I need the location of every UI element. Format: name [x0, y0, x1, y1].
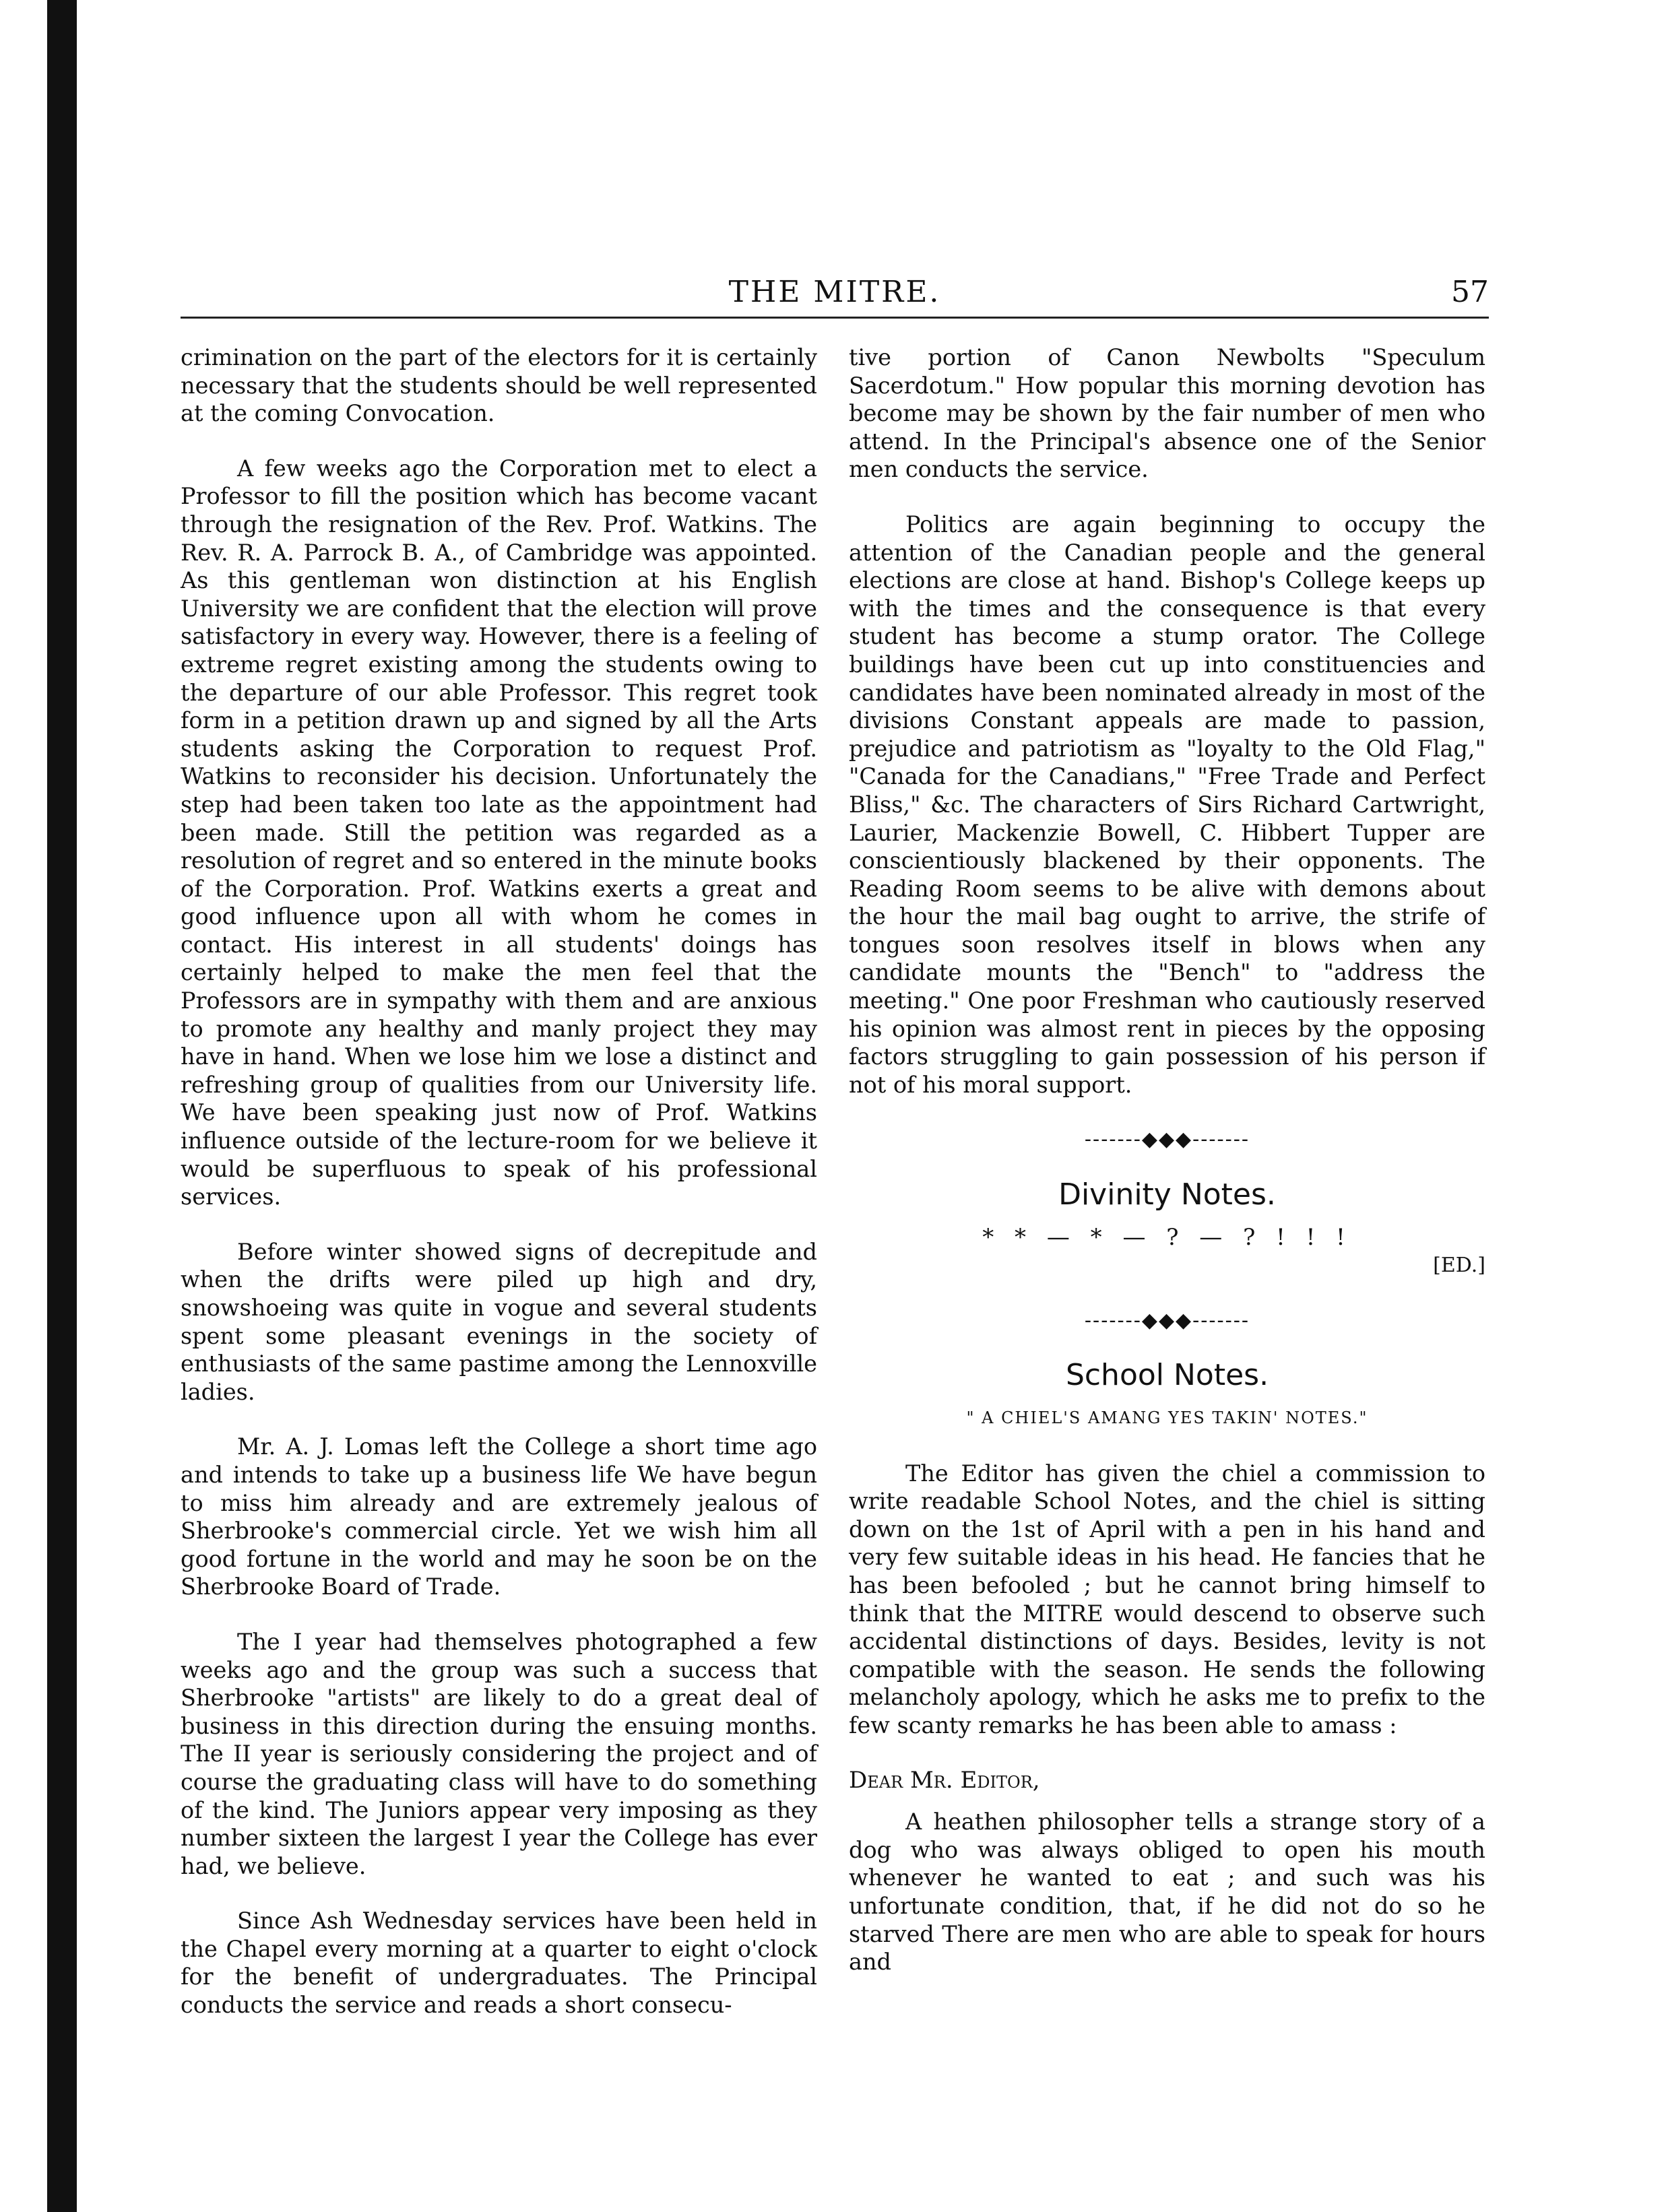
right-column: [849, 344, 1485, 2003]
paragraph: Before winter showed signs of decrepitude and when the drifts were piled up high and dry, snowshoeing was quite in vogue and several students spent some pleasant evenings in the society of enthusiasts of the same pastime among the Lennoxville ladies.: [181, 1238, 817, 1405]
paragraph: Mr. A. J. Lomas left the College a short time ago and intends to take up a business life We have begun to miss him already and are extremely jealous of Sherbrooke's commercial circle. Yet we wish him all good fortune in the world and may he soon be on the Sherbrooke Board of Trade.: [181, 1433, 817, 1600]
header-rule: [181, 317, 1489, 319]
page-header: [181, 275, 1489, 315]
paragraph: Since Ash Wednesday services have been held in the Chapel every morning at a quarter to eight o'clock for the benefit of undergraduates. The Principal conducts the service and reads a short consecu-: [181, 1908, 817, 2019]
paragraph: crimination on the part of the electors for it is certainly necessary that the students should be well represented at the coming Convocation.: [181, 344, 817, 427]
school-notes-heading: School Notes.: [1065, 1358, 1269, 1393]
editor-mark: [ED.]: [1433, 1254, 1485, 1278]
divinity-notes-text: * * — * — ? — ? ! ! !: [982, 1223, 1352, 1251]
paragraph: The Editor has given the chiel a commission to write readable School Notes, and the chiel is sitting down on the 1st of April with a pen in his hand and very few suitable ideas in his head. He fancies that he has been befooled ; but he cannot bring himself to think that the MITRE would descend to observe such accidental distinctions of days. Besides, levity is not compatible with the season. He sends the following melancholy apology, which he asks me to prefix to the few scanty remarks he has been able to amass :: [849, 1460, 1485, 1738]
paragraph: Politics are again beginning to occupy the attention of the Canadian people and the general elections are close at hand. Bishop's College keeps up with the times and the consequence is that every student has become a stump orator. The College buildings have been cut up into constituencies and candidates have been nominated already in most of the divisions Constant appeals are made to passion, prejudice and patriotism as "loyalty to the Old Flag," "Canada for the Canadians," "Free Trade and Perfect Bliss," &c. The characters of Sirs Richard Cartwright, Laurier, Mackenzie Bowell, C. Hibbert Tupper are conscientiously blackened by their opponents. The Reading Room seems to be alive with demons about the hour the mail bag ought to arrive, the strife of tongues soon resolves itself in blows when any candidate mounts the "Bench" to "address the meeting." One poor Freshman who cautiously reserved his opinion was almost rent in pieces by the opposing factors struggling to gain possession of his person if not of his moral support.: [849, 511, 1485, 1098]
running-title: THE MITRE.: [728, 275, 941, 309]
binding-edge: [47, 0, 77, 2212]
paragraph: A few weeks ago the Corporation met to elect a Professor to fill the position which has become vacant through the resignation of the Rev. Prof. Watkins. The Rev. R. A. Parrock B. A., of Cambridge was appointed. As this gentleman won distinction at his English University we are confident that the election will prove satisfactory in every way. However, there is a feeling of extreme regret existing among the students owing to the departure of our able Professor. This regret took form in a petition drawn up and signed by all the Arts students asking the Corporation to request Prof. Watkins to reconsider his decision. Unfortunately the step had been taken too late as the appointment had been made. Still the petition was regarded as a resolution of regret and so entered in the minute books of the Corporation. Prof. Watkins exerts a great and good influence upon all with whom he comes in contact. His interest in all students' doings has certainly helped to make the men feel that the Professors are in sympathy with them and are anxious to promote any healthy and manly project they may have in hand. When we lose him we lose a distinct and refreshing group of qualities from our University life. We have been speaking just now of Prof. Watkins influence outside of the lecture-room for we believe it would be superfluous to speak of his professional services.: [181, 455, 817, 1210]
section-ornament: -------◆◆◆-------: [1084, 1308, 1250, 1332]
epigraph: " A CHIEL'S AMANG YES TAKIN' NOTES.": [966, 1408, 1368, 1427]
paragraph: The I year had themselves photographed a few weeks ago and the group was such a success that Sherbrooke "artists" are likely to do a great deal of business in this direction during the ensuing months. The II year is seriously considering the project and of course the graduating class will have to do something of the kind. The Juniors appear very imposing as they number sixteen the largest I year the College has ever had, we believe.: [181, 1628, 817, 1879]
paragraph: tive portion of Canon Newbolts "Speculum Sacerdotum." How popular this morning devotion has become may be shown by the fair number of men who attend. In the Principal's absence one of the Senior men conducts the service.: [849, 344, 1485, 483]
paragraph: A heathen philosopher tells a strange story of a dog who was always obliged to open his mouth whenever he wanted to eat ; and such was his unfortunate condition, that, if he did not do so he starved There are men who are able to speak for hours and: [849, 1809, 1485, 1976]
page-number: 57: [1451, 275, 1489, 309]
section-ornament: -------◆◆◆-------: [1084, 1128, 1250, 1152]
left-column: [181, 344, 817, 2046]
letter-salutation: Dear Mr. Editor,: [849, 1766, 1040, 1794]
divinity-notes-heading: Divinity Notes.: [1058, 1177, 1276, 1212]
